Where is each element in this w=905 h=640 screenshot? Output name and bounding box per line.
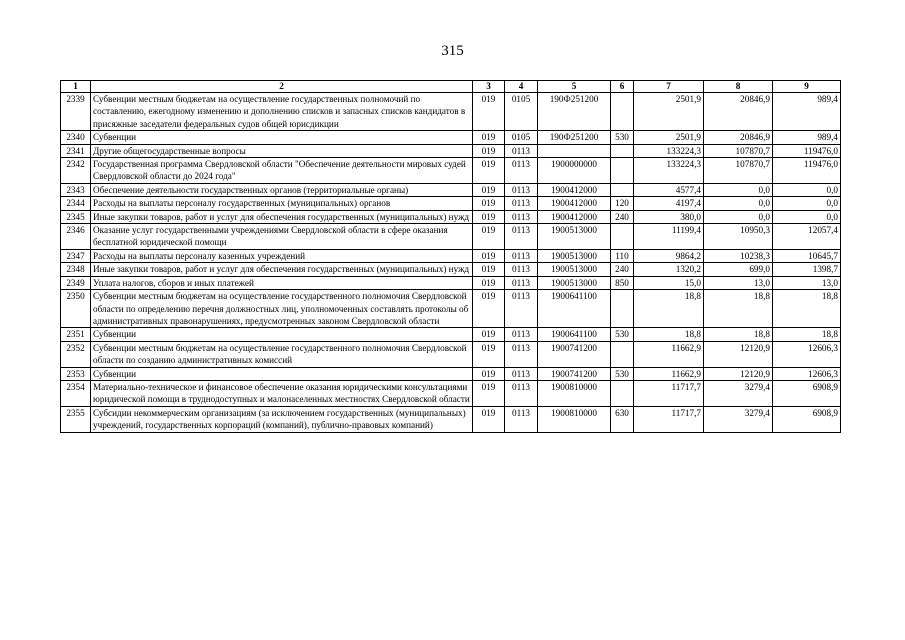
row-code-target: 1900513000 [538,249,611,262]
header-cell-1: 1 [61,81,91,93]
row-number: 2341 [61,144,91,157]
row-value-8: 10238,3 [704,249,773,262]
row-value-7: 9864,2 [634,249,704,262]
row-code-target: 1900513000 [538,263,611,276]
row-value-8: 3279,4 [704,406,773,432]
row-name: Оказание услуг государственными учреждениями Свердловской области в сфере оказания бесплатной юридической помощи [91,224,473,250]
page-number: 315 [441,43,464,59]
row-name: Субвенции местным бюджетам на осуществление государственного полномочия Свердловской области по определению перечня должностных лиц, уполномоченных составлять протоколы об административных правонарушениях, предусмотренных законом Свердловской области [91,290,473,328]
row-code-target: 1900412000 [538,183,611,196]
row-code-section: 0113 [505,197,538,210]
row-code-section: 0105 [505,93,538,131]
row-number: 2340 [61,131,91,144]
row-value-8: 0,0 [704,183,773,196]
row-value-9: 13,0 [773,276,841,289]
row-code-ministry: 019 [473,406,505,432]
row-code-ministry: 019 [473,197,505,210]
row-code-ministry: 019 [473,341,505,367]
row-number: 2351 [61,328,91,341]
row-value-7: 15,0 [634,276,704,289]
row-code-section: 0113 [505,380,538,406]
row-value-8: 3279,4 [704,380,773,406]
row-value-9: 989,4 [773,131,841,144]
row-value-9: 1398,7 [773,263,841,276]
row-value-9: 12057,4 [773,224,841,250]
row-name: Субвенции [91,367,473,380]
row-number: 2349 [61,276,91,289]
row-value-8: 107870,7 [704,144,773,157]
table-row [61,367,841,380]
row-number: 2346 [61,224,91,250]
row-value-9: 6908,9 [773,406,841,432]
row-code-type: 850 [611,276,634,289]
row-code-section: 0113 [505,367,538,380]
row-value-8: 12120,9 [704,341,773,367]
row-code-type [611,380,634,406]
row-name: Субсидии некоммерческим организациям (за исключением государственных (муниципальных) учреждений, государственных корпораций (компаний), публично-правовых компаний) [91,406,473,432]
row-code-ministry: 019 [473,367,505,380]
row-value-7: 1320,2 [634,263,704,276]
row-number: 2355 [61,406,91,432]
row-code-type [611,290,634,328]
row-value-9: 0,0 [773,210,841,223]
row-number: 2345 [61,210,91,223]
table-row [61,263,841,276]
table-row [61,276,841,289]
header-cell-2: 2 [91,81,473,93]
row-code-target: 1900641100 [538,328,611,341]
row-code-ministry: 019 [473,328,505,341]
row-value-8: 20846,9 [704,93,773,131]
row-code-target: 1900741200 [538,341,611,367]
table-row [61,249,841,262]
row-name: Иные закупки товаров, работ и услуг для обеспечения государственных (муниципальных) нужд [91,263,473,276]
row-value-8: 699,0 [704,263,773,276]
row-value-9: 0,0 [773,183,841,196]
row-number: 2353 [61,367,91,380]
row-code-type: 240 [611,263,634,276]
row-code-section: 0113 [505,276,538,289]
table-row [61,158,841,184]
row-code-section: 0113 [505,263,538,276]
row-value-7: 133224,3 [634,158,704,184]
row-number: 2348 [61,263,91,276]
row-code-target: 1900513000 [538,276,611,289]
row-value-7: 11717,7 [634,380,704,406]
row-code-section: 0113 [505,406,538,432]
row-code-type: 630 [611,406,634,432]
row-code-section: 0113 [505,249,538,262]
row-code-type: 110 [611,249,634,262]
row-number: 2344 [61,197,91,210]
table-row [61,224,841,250]
row-code-ministry: 019 [473,131,505,144]
row-number: 2339 [61,93,91,131]
table-row [61,290,841,328]
row-value-9: 119476,0 [773,158,841,184]
row-value-7: 2501,9 [634,93,704,131]
row-code-target: 1900810000 [538,406,611,432]
header-cell-4: 4 [505,81,538,93]
row-value-9: 10645,7 [773,249,841,262]
row-value-9: 18,8 [773,290,841,328]
header-cell-7: 7 [634,81,704,93]
row-value-8: 0,0 [704,197,773,210]
row-value-7: 11717,7 [634,406,704,432]
row-code-ministry: 019 [473,144,505,157]
header-cell-3: 3 [473,81,505,93]
row-code-type [611,93,634,131]
row-value-8: 107870,7 [704,158,773,184]
row-number: 2347 [61,249,91,262]
row-code-target: 190Ф251200 [538,93,611,131]
row-code-ministry: 019 [473,276,505,289]
row-code-type [611,158,634,184]
table-row [61,328,841,341]
row-name: Обеспечение деятельности государственных органов (территориальные органы) [91,183,473,196]
row-code-target: 1900810000 [538,380,611,406]
row-code-ministry: 019 [473,183,505,196]
row-value-9: 18,8 [773,328,841,341]
row-value-7: 380,0 [634,210,704,223]
row-code-type: 530 [611,131,634,144]
row-name: Субвенции [91,131,473,144]
row-code-ministry: 019 [473,224,505,250]
row-code-type: 530 [611,367,634,380]
row-value-8: 18,8 [704,290,773,328]
row-code-type: 120 [611,197,634,210]
row-value-9: 0,0 [773,197,841,210]
row-code-type: 240 [611,210,634,223]
row-name: Государственная программа Свердловской области "Обеспечение деятельности мировых судей Свердловской области до 2024 года" [91,158,473,184]
row-code-section: 0105 [505,131,538,144]
table-row [61,131,841,144]
row-name: Материально-техническое и финансовое обеспечение оказания юридическими консультациями юридической помощи в труднодоступных и малонаселенных местностях Свердловской области [91,380,473,406]
row-code-type [611,183,634,196]
table-row [61,144,841,157]
row-code-section: 0113 [505,210,538,223]
table-row [61,341,841,367]
row-code-target: 190Ф251200 [538,131,611,144]
row-name: Субвенции [91,328,473,341]
header-cell-5: 5 [538,81,611,93]
row-code-ministry: 019 [473,380,505,406]
row-number: 2350 [61,290,91,328]
row-number: 2354 [61,380,91,406]
row-number: 2343 [61,183,91,196]
row-value-7: 11662,9 [634,341,704,367]
row-value-8: 10950,3 [704,224,773,250]
table-row [61,406,841,432]
row-name: Субвенции местным бюджетам на осуществление государственных полномочий по составлению, ежегодному изменению и дополнению списков и запасных списков кандидатов в присяжные заседатели федеральных судов общей юрисдикции [91,93,473,131]
table-row [61,93,841,131]
row-name: Расходы на выплаты персоналу государственных (муниципальных) органов [91,197,473,210]
row-value-9: 6908,9 [773,380,841,406]
row-code-target: 1900513000 [538,224,611,250]
row-code-ministry: 019 [473,93,505,131]
row-code-type [611,341,634,367]
row-code-target [538,144,611,157]
row-name: Расходы на выплаты персоналу казенных учреждений [91,249,473,262]
header-cell-6: 6 [611,81,634,93]
row-value-7: 133224,3 [634,144,704,157]
budget-table [60,80,841,433]
table-header-row [61,81,841,93]
row-code-target: 1900741200 [538,367,611,380]
row-value-9: 12606,3 [773,341,841,367]
row-name: Субвенции местным бюджетам на осуществление государственного полномочия Свердловской области по созданию административных комиссий [91,341,473,367]
table-row [61,183,841,196]
row-code-section: 0113 [505,341,538,367]
row-code-ministry: 019 [473,249,505,262]
row-value-7: 4197,4 [634,197,704,210]
row-value-8: 20846,9 [704,131,773,144]
row-code-section: 0113 [505,144,538,157]
row-code-type [611,224,634,250]
row-code-target: 1900412000 [538,197,611,210]
row-code-type [611,144,634,157]
row-code-target: 1900412000 [538,210,611,223]
table-row [61,380,841,406]
row-code-ministry: 019 [473,290,505,328]
row-code-ministry: 019 [473,210,505,223]
row-name: Иные закупки товаров, работ и услуг для обеспечения государственных (муниципальных) нужд [91,210,473,223]
row-value-7: 18,8 [634,290,704,328]
row-value-9: 989,4 [773,93,841,131]
row-value-9: 12606,3 [773,367,841,380]
row-code-section: 0113 [505,183,538,196]
row-value-8: 18,8 [704,328,773,341]
row-code-ministry: 019 [473,158,505,184]
row-value-8: 12120,9 [704,367,773,380]
table-row [61,197,841,210]
row-code-ministry: 019 [473,263,505,276]
row-number: 2352 [61,341,91,367]
row-value-7: 11199,4 [634,224,704,250]
row-code-target: 1900641100 [538,290,611,328]
row-value-7: 2501,9 [634,131,704,144]
row-name: Уплата налогов, сборов и иных платежей [91,276,473,289]
header-cell-8: 8 [704,81,773,93]
row-value-7: 11662,9 [634,367,704,380]
row-value-8: 13,0 [704,276,773,289]
row-value-8: 0,0 [704,210,773,223]
table-row [61,210,841,223]
row-code-section: 0113 [505,158,538,184]
header-cell-9: 9 [773,81,841,93]
row-number: 2342 [61,158,91,184]
row-code-section: 0113 [505,290,538,328]
row-code-target: 1900000000 [538,158,611,184]
row-code-type: 530 [611,328,634,341]
row-value-7: 4577,4 [634,183,704,196]
row-code-section: 0113 [505,328,538,341]
row-value-7: 18,8 [634,328,704,341]
row-value-9: 119476,0 [773,144,841,157]
row-code-section: 0113 [505,224,538,250]
row-name: Другие общегосударственные вопросы [91,144,473,157]
